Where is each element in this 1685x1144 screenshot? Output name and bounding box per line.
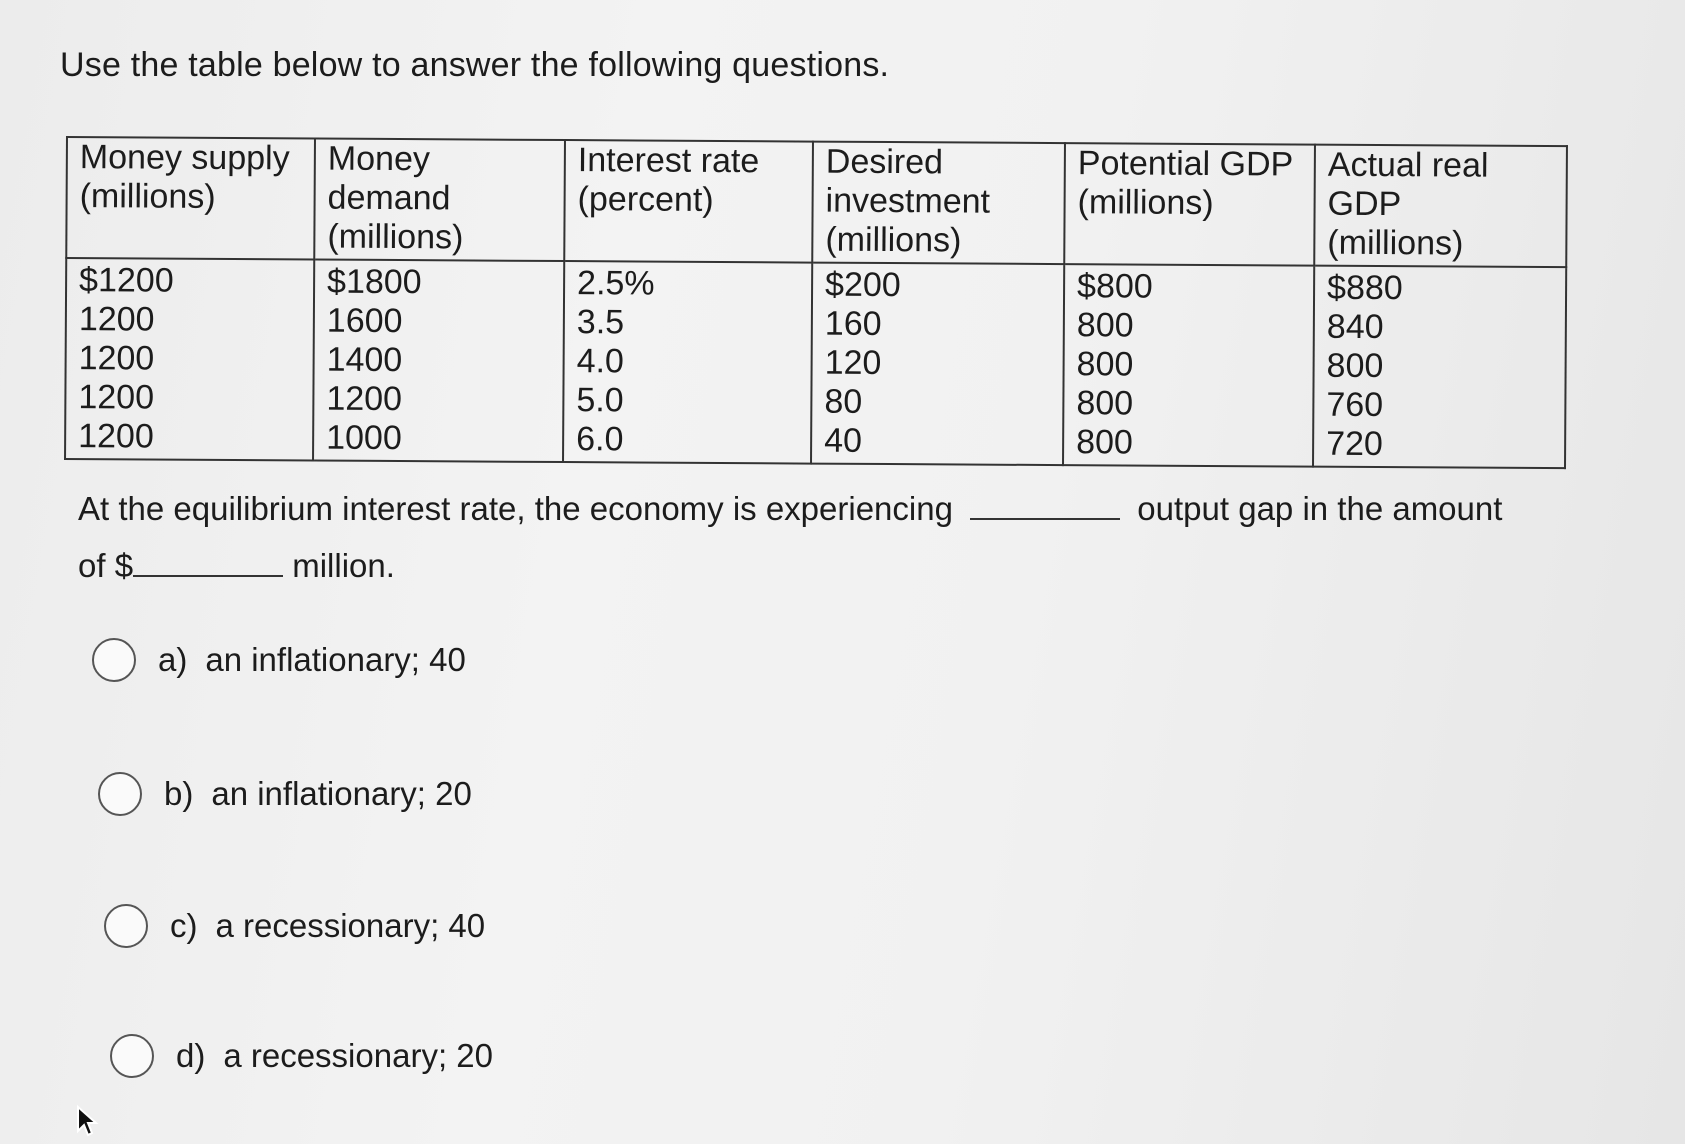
gap-type-blank <box>970 488 1120 520</box>
radio-button-icon[interactable] <box>104 904 148 948</box>
question-part-1: At the equilibrium interest rate, the economy is experiencing <box>78 490 953 527</box>
radio-button-icon[interactable] <box>92 638 136 682</box>
data-table-container <box>64 136 1566 469</box>
option-label: an inflationary; 40 <box>205 641 466 678</box>
amount-blank <box>133 545 283 577</box>
option-d[interactable] <box>110 1034 493 1078</box>
table-data-row <box>65 258 1566 468</box>
column-money-supply-values: $1200 1200 1200 1200 1200 <box>65 258 314 461</box>
option-letter: d) <box>176 1037 206 1074</box>
column-actual-real-gdp-values: $880 840 800 760 720 <box>1313 266 1566 469</box>
column-money-demand-values: $1800 1600 1400 1200 1000 <box>313 260 564 463</box>
data-table <box>64 136 1568 469</box>
table-header-row <box>66 137 1567 267</box>
question-part-3: million. <box>292 547 395 584</box>
option-letter: b) <box>164 775 194 812</box>
option-a[interactable] <box>92 638 466 682</box>
column-potential-gdp-values: $800 800 800 800 800 <box>1063 264 1314 467</box>
option-c[interactable] <box>104 904 485 948</box>
header-interest-rate: Interest rate (percent) <box>564 140 813 263</box>
option-label: an inflationary; 20 <box>211 775 472 812</box>
option-b[interactable] <box>98 772 472 816</box>
header-desired-investment: Desired investment (millions) <box>812 142 1065 265</box>
header-potential-gdp: Potential GDP (millions) <box>1064 143 1315 266</box>
radio-button-icon[interactable] <box>110 1034 154 1078</box>
header-money-supply: Money supply (millions) <box>66 137 315 260</box>
option-letter: c) <box>170 907 198 944</box>
option-letter: a) <box>158 641 188 678</box>
question-part-2: output gap in the amount of $ <box>78 490 1503 584</box>
question-text <box>78 480 1518 594</box>
instruction-text: Use the table below to answer the following questions. <box>60 46 890 84</box>
column-interest-rate-values: 2.5% 3.5 4.0 5.0 6.0 <box>563 261 812 464</box>
radio-button-icon[interactable] <box>98 772 142 816</box>
option-label: a recessionary; 20 <box>223 1037 493 1074</box>
header-actual-real-gdp: Actual real GDP (millions) <box>1314 145 1567 268</box>
mouse-pointer-icon <box>76 1105 102 1139</box>
header-money-demand: Money demand (millions) <box>314 139 565 262</box>
column-desired-investment-values: $200 160 120 80 40 <box>811 263 1064 466</box>
option-label: a recessionary; 40 <box>215 907 486 944</box>
